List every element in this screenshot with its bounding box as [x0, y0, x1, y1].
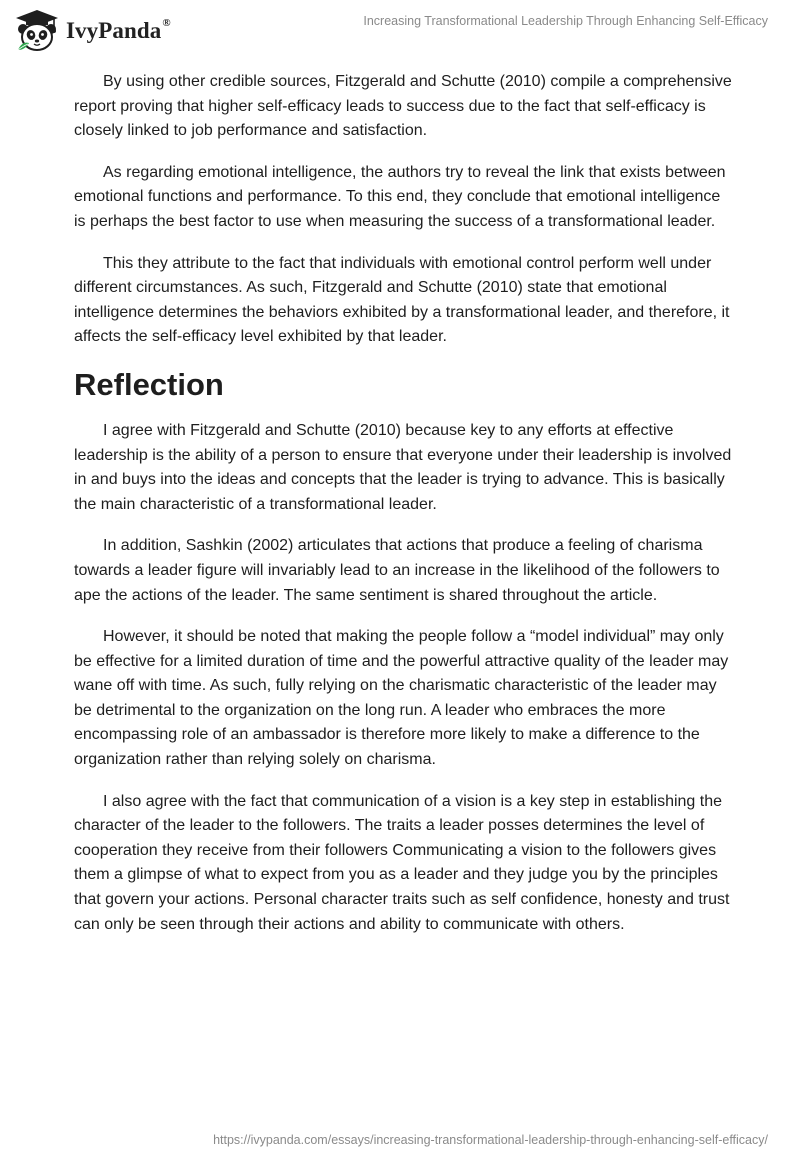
essay-content: [74, 70, 734, 954]
paragraph: By using other credible sources, Fitzgerald and Schutte (2010) compile a comprehensive report proving that higher self-efficacy leads to success due to the fact that self-efficacy is closely linked to job performance and satisfaction.: [74, 73, 732, 140]
brand-name: IvyPanda®: [66, 17, 171, 43]
paragraph: This they attribute to the fact that individuals with emotional control perform well under different circumstances. As such, Fitzgerald and Schutte (2010) state that emotional intelligence determines the behaviors exhibited by a transformational leader, and therefore, it affects the self-efficacy level exhibited by that leader.: [74, 254, 730, 346]
paragraph: I agree with Fitzgerald and Schutte (2010) because key to any efforts at effective leadership is the ability of a person to ensure that everyone under their leadership is involved in and buys into the ideas and concepts that the leader is trying to advance. This is basically the main characteristic of a transformational leader.: [74, 421, 732, 513]
ivypanda-logo[interactable]: [14, 8, 171, 54]
registered-mark: ®: [162, 17, 171, 30]
panda-graduate-icon: [14, 8, 60, 54]
paragraph: As regarding emotional intelligence, the authors try to reveal the link that exists between emotional functions and performance. To this end, they conclude that emotional intelligence is perhaps the best factor to use when measuring the success of a transformational leader.: [74, 163, 726, 230]
page-header: [0, 0, 800, 60]
document-title: Increasing Transformational Leadership Through Enhancing Self-Efficacy: [363, 14, 768, 28]
source-url[interactable]: https://ivypanda.com/essays/increasing-transformational-leadership-through-enhancing-self-efficacy/: [213, 1133, 768, 1147]
paragraph: I also agree with the fact that communication of a vision is a key step in establishing the character of the leader to the followers. The traits a leader posses determines the level of cooperation they receive from their followers Communicating a vision to the followers gives them a glimpse of what to expect from you as a leader and they judge you by the principles that govern your actions. Personal character traits such as self confidence, honesty and trust can only be seen through their actions and ability to communicate with others.: [74, 792, 730, 933]
section-heading: Reflection: [74, 366, 224, 402]
paragraph: However, it should be noted that making the people follow a “model individual” may only be effective for a limited duration of time and the powerful attractive quality of the leader may wane off with time. As such, fully relying on the charismatic characteristic of the leader may be detrimental to the organization on the long run. A leader who embraces the more encompassing role of an ambassador is therefore more likely to make a difference to the organization rather than relying solely on charisma.: [74, 628, 729, 769]
paragraph: In addition, Sashkin (2002) articulates that actions that produce a feeling of charisma towards a leader figure will invariably lead to an increase in the likelihood of the followers to ape the actions of the leader. The same sentiment is shared throughout the article.: [74, 537, 720, 604]
